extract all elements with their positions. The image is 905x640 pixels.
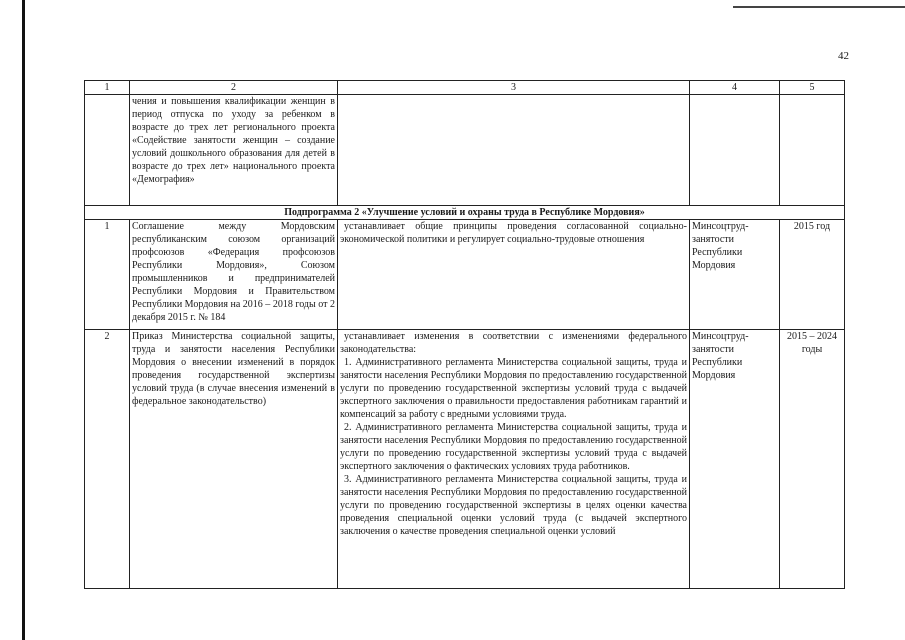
header-col-2: 2 xyxy=(130,81,338,95)
header-col-4: 4 xyxy=(690,81,780,95)
cell-row-number: 2 xyxy=(85,330,130,589)
subprogram-heading-row xyxy=(85,206,845,220)
table-row-continuation xyxy=(85,95,845,206)
binding-edge-line xyxy=(22,0,25,640)
table-header-row xyxy=(85,81,845,95)
cell-content xyxy=(338,330,690,589)
cell-document-continuation: чения и повышения квалификации женщин в период отпуска по уходу за ребенком в возрасте до трех лет регионального проекта «Содействие занятости женщин – создание условий дошкольного образования для детей в возрасте до трех лет» национального проекта «Демография» xyxy=(130,95,338,206)
top-scan-line xyxy=(733,6,905,8)
header-col-3: 3 xyxy=(338,81,690,95)
cell-document-name: Соглашение между Мордовским республиканским союзом организаций профсоюзов «Федерация профсоюзов Республики Мордовия», Союзом промышленников и предпринимателей Республики Мордовия и Правительством Республики Мордовия на 2016 – 2018 годы от 2 декабря 2015 г. № 184 xyxy=(130,220,338,330)
cell-empty xyxy=(85,95,130,206)
content-paragraph: устанавливает общие принципы проведения согласованной социально-экономической политики и регулирует социально-трудовые отношения xyxy=(340,221,687,245)
cell-empty xyxy=(338,95,690,206)
cell-document-name: Приказ Министерства социальной защиты, труда и занятости населения Республики Мордовия о внесении изменений в порядок проведения государственной экспертизы условий труда (в случае внесения изменений в федеральное законодательство) xyxy=(130,330,338,589)
content-paragraph: 2. Административного регламента Министерства социальной защиты, труда и занятости населения Республики Мордовия по предоставлению государственной услуги по проведению государственной экспертизы условий труда с выдачей экспертного заключения о фактических условиях труда работников. xyxy=(340,422,687,472)
page-number: 42 xyxy=(838,50,849,62)
header-col-5: 5 xyxy=(780,81,845,95)
header-col-1: 1 xyxy=(85,81,130,95)
cell-content xyxy=(338,220,690,330)
cell-period: 2015 – 2024 годы xyxy=(780,330,845,589)
legal-acts-table xyxy=(84,80,845,589)
content-paragraph: устанавливает изменения в соответствии с изменениями федерального законодательства: xyxy=(340,331,687,355)
cell-period: 2015 год xyxy=(780,220,845,330)
cell-row-number: 1 xyxy=(85,220,130,330)
table-row xyxy=(85,220,845,330)
content-paragraph: 1. Административного регламента Министерства социальной защиты, труда и занятости населения Республики Мордовия по предоставлению государственной услуги по проведению государственной экспертизы условий труда с выдачей экспертного заключения о правильности предоставления работникам гарантий и компенсаций за работу с вредными условиями труда. xyxy=(340,357,687,420)
cell-executor: Минсоцтруд-занятости Республики Мордовия xyxy=(690,220,780,330)
table-row xyxy=(85,330,845,589)
cell-empty xyxy=(780,95,845,206)
cell-executor: Минсоцтруд-занятости Республики Мордовия xyxy=(690,330,780,589)
cell-empty xyxy=(690,95,780,206)
content-paragraph: 3. Административного регламента Министерства социальной защиты, труда и занятости населения Республики Мордовия по предоставлению государственной услуги по проведению государственной экспертизы в целях оценки качества проведения специальной оценки условий труда (с выдачей экспертного заключения о качестве проведения специальной оценки условий xyxy=(340,474,687,537)
subprogram-title: Подпрограмма 2 «Улучшение условий и охраны труда в Республике Мордовия» xyxy=(85,206,845,220)
